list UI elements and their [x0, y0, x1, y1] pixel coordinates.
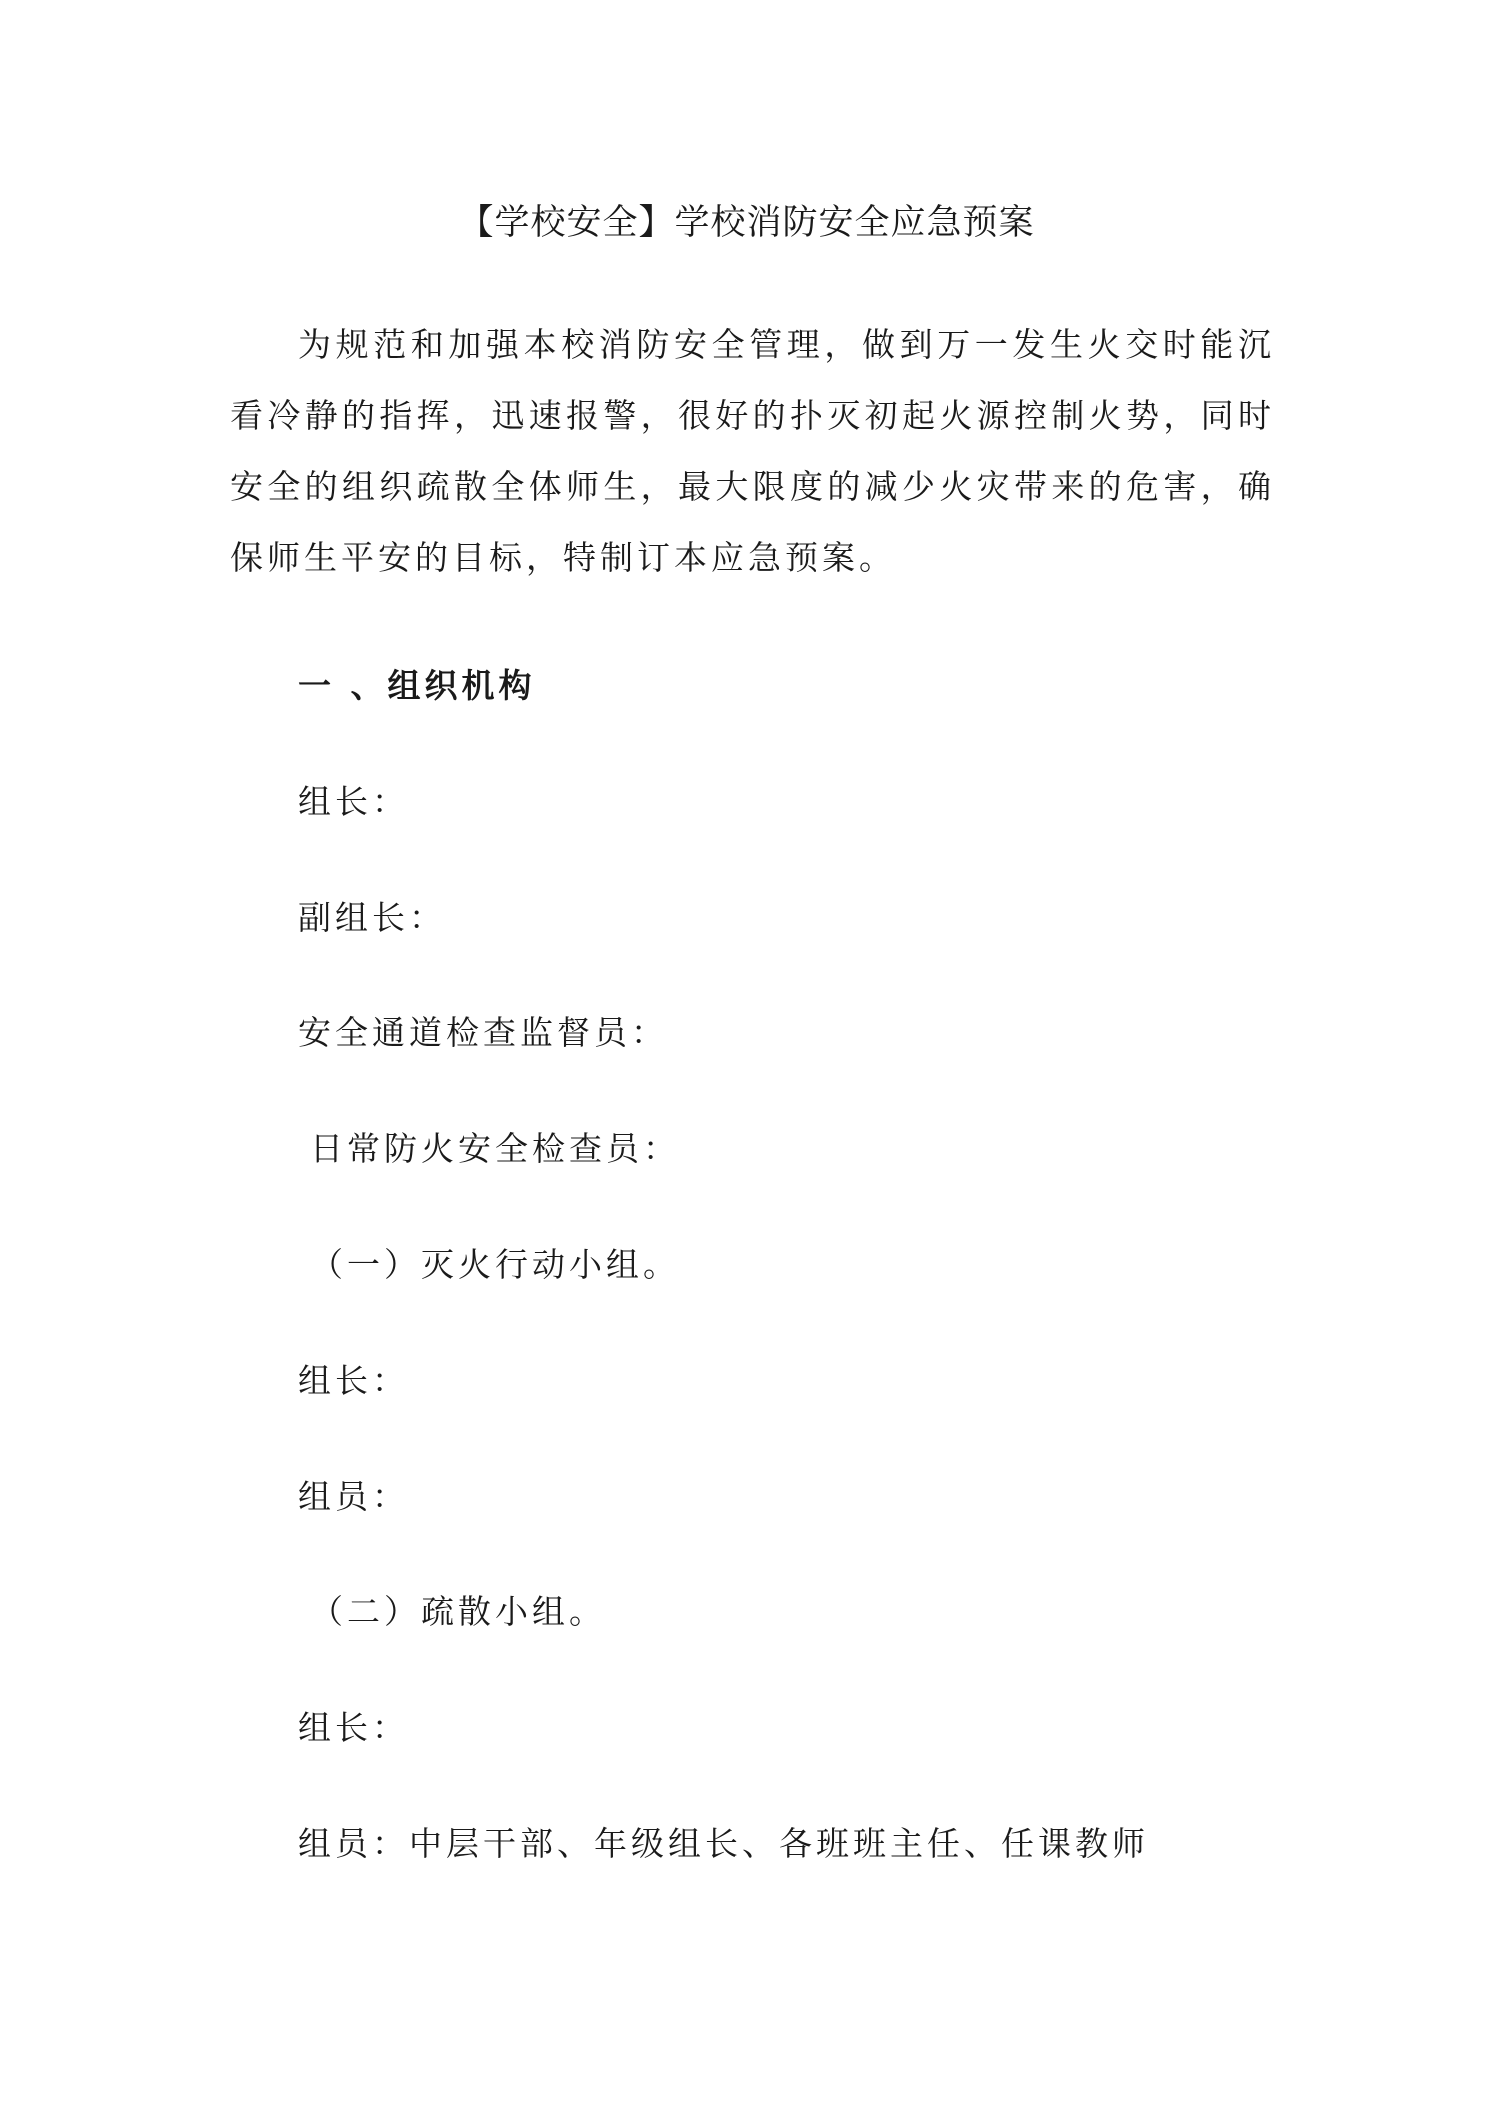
evacuation-members-line: 组员：中层干部、年级组长、各班班主任、任课教师 [298, 1824, 1149, 1863]
section-heading-organization: 一 、组织机构 [298, 666, 536, 705]
evacuation-leader-line: 组长： [298, 1708, 409, 1747]
firefighting-leader-line: 组长： [298, 1361, 409, 1400]
evacuation-group-heading: （二）疏散小组。 [310, 1592, 606, 1631]
safety-passage-supervisor-line: 安全通道检查监督员： [298, 1013, 668, 1052]
deputy-leader-line: 副组长： [298, 898, 446, 937]
intro-paragraph: 为规范和加强本校消防安全管理，做到万一发生火交时能沉看冷静的指挥，迅速报警，很好的扑灭初起火源控制火势，同时安全的组织疏散全体师生，最大限度的减少火灾带来的危害，确保师生平安的目标，特制订本应急预案。 [230, 325, 1275, 577]
firefighting-members-line: 组员： [298, 1477, 409, 1516]
firefighting-group-heading: （一）灭火行动小组。 [310, 1245, 680, 1284]
document-title: 【学校安全】学校消防安全应急预案 [458, 203, 1035, 243]
daily-fire-inspector-line: 日常防火安全检查员： [310, 1129, 680, 1168]
leader-line: 组长： [298, 782, 409, 821]
